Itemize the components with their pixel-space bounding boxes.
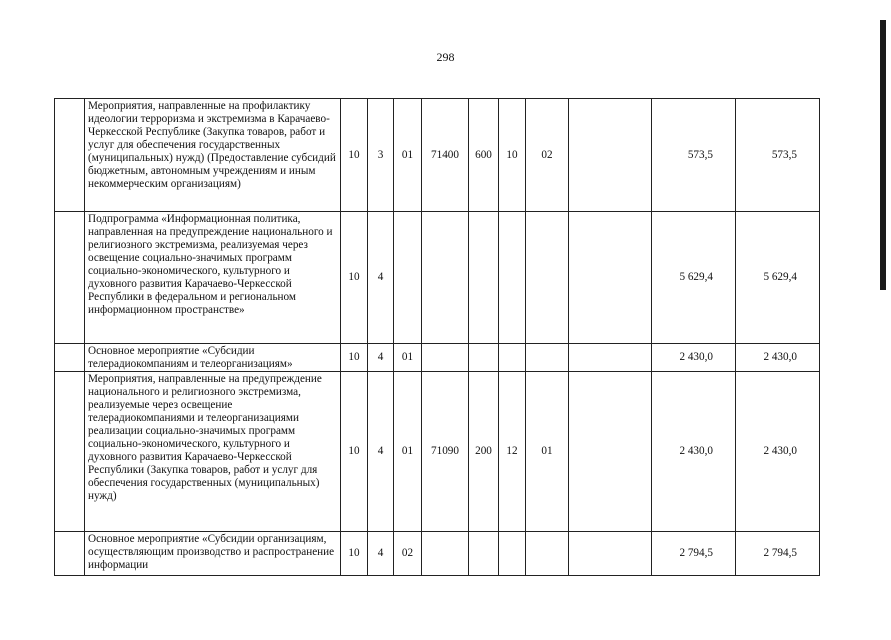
code-direction bbox=[422, 344, 469, 372]
amount-year-2: 2 794,5 bbox=[736, 532, 820, 576]
code-subprogram: 4 bbox=[368, 212, 394, 344]
row-number-cell bbox=[55, 344, 85, 372]
code-section bbox=[499, 212, 526, 344]
code-section: 10 bbox=[499, 99, 526, 212]
code-subprogram: 4 bbox=[368, 372, 394, 532]
item-name: Мероприятия, направленные на профилактику идеологии терроризма и экстремизма в Карачаево-Черкесской Республике (Закупка товаров, работ и услуг для обеспечения государственных (муниципальных) нужд) (Предоставление субсидий бюджетным, автономным учреждениям и иным некоммерческим организациям) bbox=[85, 99, 341, 212]
table-row bbox=[55, 212, 820, 344]
code-section bbox=[499, 532, 526, 576]
code-direction bbox=[422, 532, 469, 576]
amount-year-2: 573,5 bbox=[736, 99, 820, 212]
amount-year-2: 2 430,0 bbox=[736, 344, 820, 372]
table-row bbox=[55, 99, 820, 212]
row-number-cell bbox=[55, 532, 85, 576]
code-activity: 02 bbox=[394, 532, 422, 576]
code-direction: 71400 bbox=[422, 99, 469, 212]
amount-year-1: 2 430,0 bbox=[652, 344, 736, 372]
code-subsection bbox=[526, 212, 569, 344]
amount-year-1: 2 794,5 bbox=[652, 532, 736, 576]
code-expense-type: 600 bbox=[469, 99, 499, 212]
amount-year-2: 5 629,4 bbox=[736, 212, 820, 344]
extra-cell bbox=[569, 344, 652, 372]
amount-year-2: 2 430,0 bbox=[736, 372, 820, 532]
row-number-cell bbox=[55, 99, 85, 212]
item-name: Основное мероприятие «Субсидии организациям, осуществляющим производство и распространение информации bbox=[85, 532, 341, 576]
code-subprogram: 4 bbox=[368, 344, 394, 372]
table-row bbox=[55, 344, 820, 372]
code-ministry: 10 bbox=[341, 212, 368, 344]
code-subsection: 02 bbox=[526, 99, 569, 212]
item-name: Мероприятия, направленные на предупреждение национального и религиозного экстремизма, реализуемые через освещение телерадиокомпаниями и телеорганизациями реализации социально-значимых программ социально-экономического, культурного и духовного развития Карачаево-Черкесской Республики (Закупка товаров, работ и услуг для обеспечения государственных (муниципальных) нужд) bbox=[85, 372, 341, 532]
code-subsection: 01 bbox=[526, 372, 569, 532]
extra-cell bbox=[569, 99, 652, 212]
item-name: Подпрограмма «Информационная политика, направленная на предупреждение национального и религиозного экстремизма, реализуемая через освещение социально-значимых программ социально-экономического, культурного и духовного развития Карачаево-Черкесской Республики в федеральном и региональном информационном пространстве» bbox=[85, 212, 341, 344]
amount-year-1: 2 430,0 bbox=[652, 372, 736, 532]
code-expense-type: 200 bbox=[469, 372, 499, 532]
code-ministry: 10 bbox=[341, 372, 368, 532]
table-row bbox=[55, 532, 820, 576]
amount-year-1: 573,5 bbox=[652, 99, 736, 212]
code-ministry: 10 bbox=[341, 344, 368, 372]
code-ministry: 10 bbox=[341, 99, 368, 212]
extra-cell bbox=[569, 532, 652, 576]
code-subprogram: 4 bbox=[368, 532, 394, 576]
row-number-cell bbox=[55, 212, 85, 344]
code-expense-type bbox=[469, 212, 499, 344]
page-number: 298 bbox=[436, 50, 455, 64]
extra-cell bbox=[569, 372, 652, 532]
code-activity bbox=[394, 212, 422, 344]
code-subsection bbox=[526, 344, 569, 372]
code-subsection bbox=[526, 532, 569, 576]
scan-edge-mark bbox=[880, 20, 886, 290]
amount-year-1: 5 629,4 bbox=[652, 212, 736, 344]
extra-cell bbox=[569, 212, 652, 344]
code-expense-type bbox=[469, 344, 499, 372]
code-section bbox=[499, 344, 526, 372]
row-number-cell bbox=[55, 372, 85, 532]
budget-table bbox=[54, 98, 820, 576]
code-subprogram: 3 bbox=[368, 99, 394, 212]
code-activity: 01 bbox=[394, 344, 422, 372]
code-ministry: 10 bbox=[341, 532, 368, 576]
table-row bbox=[55, 372, 820, 532]
code-activity: 01 bbox=[394, 372, 422, 532]
code-section: 12 bbox=[499, 372, 526, 532]
code-activity: 01 bbox=[394, 99, 422, 212]
item-name: Основное мероприятие «Субсидии телерадиокомпаниям и телеорганизациям» bbox=[85, 344, 341, 372]
code-expense-type bbox=[469, 532, 499, 576]
code-direction: 71090 bbox=[422, 372, 469, 532]
code-direction bbox=[422, 212, 469, 344]
